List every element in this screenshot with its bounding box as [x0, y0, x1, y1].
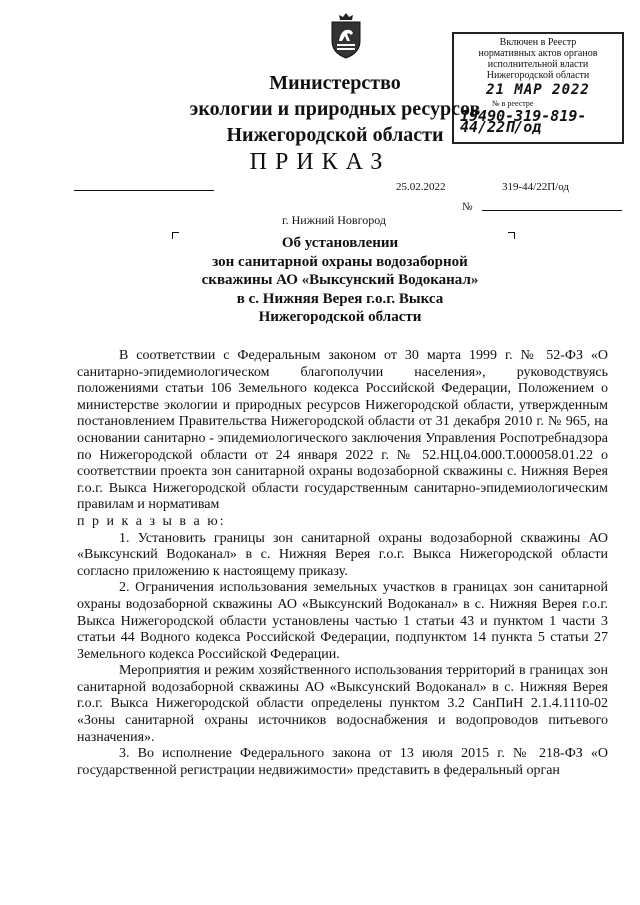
number-underline — [482, 210, 622, 211]
order-title: ПРИКАЗ — [249, 149, 391, 175]
order-directive: п р и к а з ы в а ю: — [77, 513, 226, 529]
ministry-line-2: экологии и природных ресурсов — [189, 98, 481, 120]
date-underline — [74, 190, 214, 191]
stamp-line-4: Нижегородской области — [486, 70, 590, 81]
subject-line-2: зон санитарной охраны водозаборной — [212, 253, 468, 270]
order-city: г. Нижний Новгород — [282, 213, 386, 227]
order-number: 319-44/22П/од — [502, 181, 569, 193]
order-date: 25.02.2022 — [396, 181, 446, 193]
order-subject — [170, 234, 510, 327]
stamp-line-3: исполнительной власти — [487, 59, 589, 70]
subject-line-5: Нижегородской области — [258, 309, 422, 325]
paragraph-2-measures: Мероприятия и режим хозяйственного использования территорий в границах зон санитарной водозаборной скважины АО «Выксунский Водоканал» в с. Нижняя Верея г.о.г. Выкса Нижегородской области определены пунктом 3.2 СанПиН 2.1.4.1110-02 «Зоны санитарной охраны источников водоснабжения и водопроводов питьевого назначения». — [77, 663, 608, 745]
stamp-reg-label: № в реестре — [492, 99, 534, 108]
subject-line-4: в с. Нижняя Верея г.о.г. Выкса — [236, 290, 444, 307]
order-body — [77, 348, 608, 779]
stamp-line-2: нормативных актов органов — [478, 48, 598, 59]
stamp-date: 21 МАР 2022 — [486, 82, 590, 98]
paragraph-preamble: В соответствии с Федеральным законом от 30 марта 1999 г. № 52-ФЗ «О санитарно-эпидемиологическом благополучии населения», руководствуясь положениями статьи 106 Земельного кодекса Российской Федерации, Положением о министерстве экологии и природных ресурсов Нижегородской области, утвержденным постановлением Правительства Нижегородской области от 31 декабря 2010 г. № 965, на основании санитарно - эпидемиологического заключения Управления Роспотребнадзора по Нижегородской области от 24 января 2022 г. № 52.НЦ.04.000.Т.000058.01.22 о соответствии проекта зон санитарной охраны водозаборной скважины с. Нижняя Верея г.о.г. Выкса Нижегородской области государственным санитарно-эпидемиологическим правилам и нормативам — [77, 348, 608, 513]
ministry-line-3: Нижегородской области — [226, 124, 444, 146]
ministry-heading — [175, 70, 495, 148]
coat-of-arms-emblem — [329, 11, 363, 59]
paragraph-1: 1. Установить границы зон санитарной охраны водозаборной скважины АО «Выксунский Водоканал» в с. Нижняя Верея г.о.г. Выкса Нижегородской области согласно приложению к настоящему приказу. — [77, 530, 608, 579]
stamp-line-1: Включен в Реестр — [499, 37, 577, 48]
number-sign: № — [462, 201, 473, 213]
paragraph-2: 2. Ограничения использования земельных участков в границах зон санитарной охраны водозаборной скважины АО «Выксунский Водоканал» в с. Нижняя Верея г.о.г. Выкса Нижегородской области установлены частью 1 статьи 43 и пунктом 1 части 3 статьи 44 Водного кодекса Российской Федерации, подпунктом 14 пункта 5 статьи 27 Земельного кодекса Российской Федерации. — [77, 580, 608, 662]
ministry-line-1: Министерство — [269, 72, 401, 94]
stamp-reg-number: 19490-319-819-44/22П/од — [460, 107, 587, 136]
subject-line-3: скважины АО «Выксунский Водоканал» — [201, 272, 479, 288]
subject-line-1: Об установлении — [281, 235, 399, 251]
paragraph-3: 3. Во исполнение Федерального закона от 13 июля 2015 г. № 218-ФЗ «О государственной регистрации недвижимости» представить в федеральный орган — [77, 746, 608, 778]
